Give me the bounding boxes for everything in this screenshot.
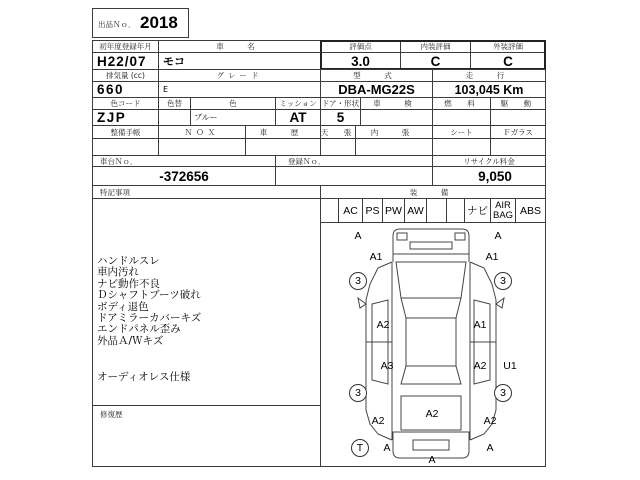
damage-mark: A1 bbox=[369, 250, 383, 263]
overall-score-value: 3.0 bbox=[320, 52, 401, 70]
fuel-label: 燃 料 bbox=[432, 97, 491, 110]
model-code-value: DBA-MG22S bbox=[320, 81, 433, 98]
inspection-value bbox=[360, 109, 433, 126]
lot-label: 出品Ｎｏ． bbox=[98, 20, 136, 29]
roof bbox=[406, 318, 456, 366]
equipment-airbag bbox=[490, 198, 516, 223]
note-item: エンドパネル歪み bbox=[97, 323, 181, 336]
repair-history-area bbox=[92, 405, 321, 467]
equipment-blank-1 bbox=[320, 198, 339, 223]
equipment-pw: PW bbox=[382, 198, 405, 223]
color-change-value bbox=[158, 109, 191, 126]
equipment-ac: AC bbox=[338, 198, 363, 223]
front-bumper-outline bbox=[393, 229, 469, 262]
displacement-value: 660 bbox=[92, 81, 159, 98]
doors-label: ドア・形状 bbox=[321, 99, 360, 108]
color-code-label: 色コード bbox=[92, 97, 159, 110]
transmission-label: ミッション bbox=[275, 97, 321, 110]
car-diagram bbox=[320, 222, 546, 467]
car-name-value: モコ bbox=[158, 52, 321, 70]
history-label: 車 歴 bbox=[245, 125, 321, 139]
left-mirror bbox=[358, 298, 366, 308]
nox-value bbox=[158, 138, 246, 156]
headlight-left bbox=[397, 233, 407, 240]
damage-mark: A bbox=[354, 229, 362, 242]
equipment-navi: ナビ bbox=[464, 198, 491, 223]
interior-grade-label: 内装評価 bbox=[400, 40, 471, 53]
equipment-blank-2 bbox=[426, 198, 447, 223]
damage-mark: A bbox=[383, 441, 391, 454]
spec-note: オーディオレス仕様 bbox=[97, 371, 191, 383]
drive-value bbox=[490, 109, 546, 126]
chassis-no-label: 車台Ｎｏ． bbox=[92, 155, 276, 167]
color-value: ブルー bbox=[190, 109, 276, 126]
seat-value bbox=[432, 138, 491, 156]
license-plate bbox=[413, 440, 449, 450]
damage-mark: A2 bbox=[473, 359, 487, 372]
equipment-ps: PS bbox=[362, 198, 383, 223]
door-trim-value bbox=[355, 138, 433, 156]
exterior-grade-value: C bbox=[470, 52, 546, 70]
right-mirror bbox=[496, 298, 504, 308]
damage-mark: A1 bbox=[485, 250, 499, 263]
note-item: ハンドルスレ bbox=[97, 255, 160, 267]
drive-label: 駆 動 bbox=[490, 97, 546, 110]
color-label: 色 bbox=[190, 97, 276, 110]
equipment-airbag-text: AIR BAG bbox=[493, 200, 514, 221]
doors-value: 5 bbox=[320, 109, 361, 126]
seat-label: シート bbox=[432, 125, 491, 139]
tire-mark: 3 bbox=[494, 384, 512, 402]
damage-mark: A2 bbox=[371, 414, 385, 427]
windshield-value bbox=[490, 138, 546, 156]
nox-label: ＮＯＸ bbox=[158, 125, 246, 139]
inspection-label: 車 検 bbox=[360, 97, 433, 110]
registration-no-value bbox=[275, 166, 433, 186]
first-registration-label: 初年度登録年月 bbox=[92, 40, 159, 53]
note-item: 外品Ａ/Ｗキズ bbox=[97, 334, 164, 347]
equipment-aw: AW bbox=[404, 198, 427, 223]
tire-mark: 3 bbox=[494, 272, 512, 290]
transmission-value: AT bbox=[275, 109, 321, 126]
damage-mark: A3 bbox=[380, 359, 394, 372]
car-name-label: 車 名 bbox=[158, 40, 321, 53]
damage-mark: A bbox=[486, 441, 494, 454]
color-change-label: 色替 bbox=[158, 97, 191, 110]
recycle-fee-value: 9,050 bbox=[432, 166, 546, 186]
headliner-value bbox=[320, 138, 356, 156]
registration-no-label: 登録Ｎｏ． bbox=[275, 155, 433, 167]
rear-window bbox=[401, 366, 461, 384]
note-item: ボディ退色 bbox=[97, 300, 149, 313]
damage-mark: A2 bbox=[483, 414, 497, 427]
notes-label: 特記事項 bbox=[92, 185, 321, 199]
damage-mark: A bbox=[428, 453, 436, 466]
notes-list bbox=[97, 256, 201, 347]
first-registration-value: H22/07 bbox=[92, 52, 159, 70]
note-item: 車内汚れ bbox=[97, 266, 139, 279]
damage-mark: A2 bbox=[425, 407, 439, 420]
lot-number: 2018 bbox=[140, 13, 178, 32]
note-item: ナビ動作不良 bbox=[97, 277, 160, 290]
model-code-label: 型 式 bbox=[320, 69, 433, 82]
repair-history-label: 修復歴 bbox=[100, 410, 123, 419]
note-item: ドアミラーカバーキズ bbox=[97, 312, 202, 325]
damage-mark: A1 bbox=[473, 318, 487, 331]
headlight-right bbox=[455, 233, 465, 240]
spare-tire-mark: T bbox=[351, 439, 369, 457]
damage-mark: A2 bbox=[376, 318, 390, 331]
grade-frame bbox=[320, 40, 546, 70]
exterior-grade-label: 外装評価 bbox=[470, 40, 546, 53]
recycle-fee-label: リサイクル料金 bbox=[432, 155, 546, 167]
note-item: Ｄシャフトブーツ破れ bbox=[97, 289, 201, 302]
equipment-blank-3 bbox=[446, 198, 465, 223]
mileage-value: 103,045 Km bbox=[432, 81, 546, 98]
grade-value: E bbox=[158, 81, 321, 98]
interior-grade-value: C bbox=[400, 52, 471, 70]
maintenance-record-label: 整備手帳 bbox=[92, 125, 159, 139]
grille bbox=[410, 242, 452, 249]
tire-mark: 3 bbox=[349, 384, 367, 402]
grade-label: グレード bbox=[158, 69, 321, 82]
equipment-label: 装 備 bbox=[320, 185, 546, 199]
color-code-value: ZJP bbox=[92, 109, 159, 126]
fuel-value bbox=[432, 109, 491, 126]
door-trim-label: 内 張 bbox=[355, 125, 433, 139]
equipment-abs: ABS bbox=[515, 198, 546, 223]
maintenance-record-value bbox=[92, 138, 159, 156]
lot-box bbox=[92, 8, 189, 38]
windshield bbox=[401, 298, 461, 318]
chassis-no-value: -372656 bbox=[92, 166, 276, 186]
tire-mark: 3 bbox=[349, 272, 367, 290]
history-value bbox=[245, 138, 321, 156]
hood bbox=[396, 262, 466, 298]
windshield-label: Ｆガラス bbox=[490, 125, 546, 139]
displacement-label: 排気量 (cc) bbox=[92, 69, 159, 82]
headliner-label: 天 張 bbox=[320, 125, 356, 139]
damage-mark: A bbox=[494, 229, 502, 242]
overall-score-label: 評価点 bbox=[320, 40, 401, 53]
damage-mark: U1 bbox=[503, 359, 517, 372]
mileage-label: 走 行 bbox=[432, 69, 546, 82]
